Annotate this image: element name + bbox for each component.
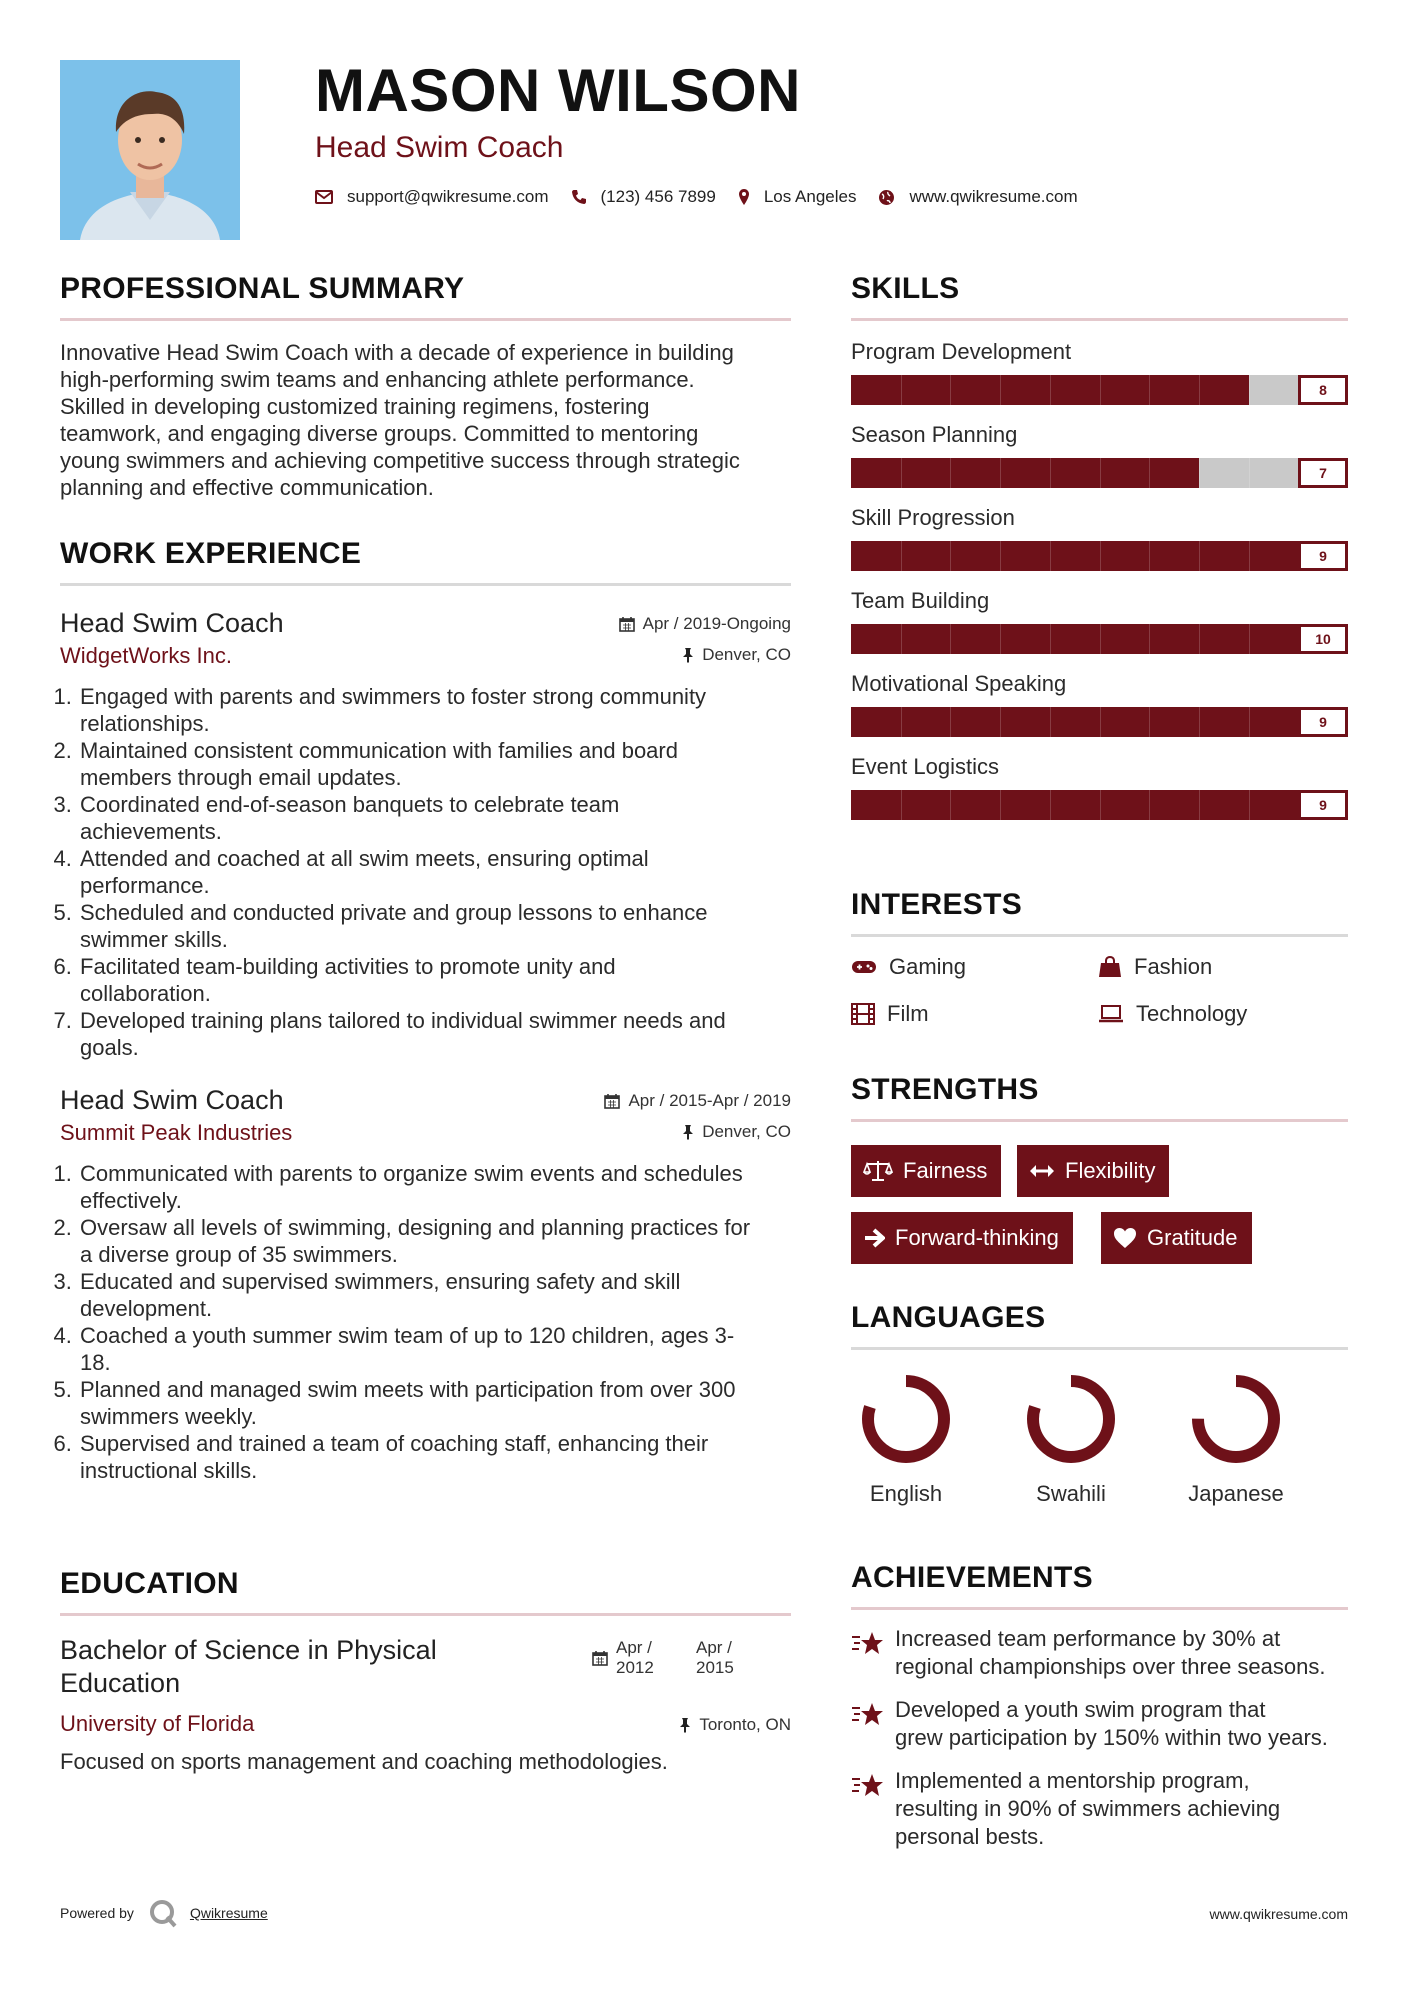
skill-bar-divider — [901, 458, 902, 488]
skill-item — [851, 505, 1348, 571]
achievements-heading: ACHIEVEMENTS — [851, 1561, 1093, 1594]
skill-bar-divider — [950, 624, 951, 654]
candidate-name: MASON WILSON — [315, 57, 801, 124]
skill-score: 7 — [1298, 458, 1348, 488]
achievement-text: Increased team performance by 30% at regional championships over three seasons. — [895, 1626, 1326, 1679]
strength-label: Gratitude — [1147, 1225, 1238, 1250]
language-ring — [1023, 1371, 1119, 1467]
skill-bar-divider — [1000, 375, 1001, 405]
summary-line: planning and effective communication. — [60, 475, 434, 500]
skill-bar-divider — [1100, 790, 1101, 820]
skill-bar-fill — [851, 707, 1298, 737]
strength-tag — [1101, 1212, 1252, 1264]
skill-bar-divider — [1199, 624, 1200, 654]
strength-tag — [851, 1145, 1001, 1197]
education-heading: EDUCATION — [60, 1567, 239, 1600]
skill-bar-divider — [1100, 707, 1101, 737]
summary-section — [60, 272, 791, 501]
degree-line: Bachelor of Science in Physical — [60, 1635, 437, 1665]
summary-line: Skilled in developing customized training regimens, fostering — [60, 394, 650, 419]
languages-heading: LANGUAGES — [851, 1301, 1046, 1334]
skills-list — [851, 339, 1348, 820]
skill-name: Team Building — [851, 588, 990, 613]
skill-bar-divider — [1199, 375, 1200, 405]
shopping-bag-icon — [1098, 956, 1122, 978]
skill-bar — [851, 707, 1348, 737]
job-duties — [60, 1160, 791, 1484]
achievement-text: Implemented a mentorship program, resulting in 90% of swimmers achieving personal bests. — [895, 1768, 1281, 1849]
job-dates — [619, 614, 791, 634]
footer-website[interactable]: www.qwikresume.com — [1209, 1906, 1348, 1922]
brand-link[interactable]: Qwikresume — [189, 1905, 268, 1921]
language-ring — [858, 1371, 954, 1467]
language-item — [1016, 1371, 1126, 1507]
job-location — [682, 645, 791, 665]
skill-bar-fill — [851, 458, 1199, 488]
arrow-right-icon — [863, 1228, 885, 1248]
skill-bar-divider — [1199, 707, 1200, 737]
skill-bar-divider — [1100, 375, 1101, 405]
skill-bar — [851, 375, 1348, 405]
education-location — [679, 1715, 791, 1735]
profile-photo — [60, 60, 240, 240]
language-item — [851, 1371, 961, 1507]
skill-bar — [851, 624, 1348, 654]
skill-score: 9 — [1298, 541, 1348, 571]
skill-bar-divider — [1199, 458, 1200, 488]
skill-bar-divider — [1249, 458, 1250, 488]
laptop-icon — [1098, 1005, 1124, 1023]
contact-email-text: support@qwikresume.com — [347, 187, 549, 206]
interest-fashion — [1098, 954, 1212, 980]
job-title: Head Swim Coach — [60, 1085, 284, 1115]
skill-bar-divider — [1050, 624, 1051, 654]
skill-bar-divider — [1249, 790, 1250, 820]
star-award-icon — [851, 1700, 885, 1728]
list-item: 5. Scheduled and conducted private and group lessons to enhance swimmer skills. — [78, 899, 791, 953]
film-icon — [851, 1003, 875, 1025]
star-award-icon — [851, 1771, 885, 1799]
summary-line: Innovative Head Swim Coach with a decade of experience in building — [60, 340, 734, 365]
contact-website[interactable] — [878, 187, 1077, 207]
language-label: Swahili — [1036, 1481, 1106, 1506]
skill-bar-fill — [851, 790, 1298, 820]
skill-bar-divider — [1050, 375, 1051, 405]
calendar-icon — [592, 1650, 608, 1666]
divider — [851, 1607, 1348, 1610]
skill-bar-divider — [1100, 624, 1101, 654]
skill-name: Skill Progression — [851, 505, 1015, 530]
degree-title — [60, 1634, 437, 1700]
contact-bar — [315, 187, 1100, 207]
language-ring — [1188, 1371, 1284, 1467]
interest-film — [851, 1001, 929, 1027]
skill-bar-divider — [950, 707, 951, 737]
experience-heading: WORK EXPERIENCE — [60, 537, 362, 570]
contact-location — [738, 187, 857, 207]
education-dates — [592, 1638, 734, 1678]
strengths-heading: STRENGTHS — [851, 1073, 1039, 1106]
skill-item — [851, 671, 1348, 737]
arrows-horizontal-icon — [1029, 1164, 1055, 1178]
powered-by-text: Powered by — [60, 1905, 134, 1921]
list-item: 4. Attended and coached at all swim meets, ensuring optimal performance. — [78, 845, 791, 899]
skill-bar-divider — [1249, 375, 1250, 405]
list-item: 1. Engaged with parents and swimmers to foster strong community relationships. — [78, 683, 791, 737]
contact-email[interactable] — [315, 187, 549, 207]
skill-bar-divider — [1050, 707, 1051, 737]
list-item: 3. Coordinated end-of-season banquets to celebrate team achievements. — [78, 791, 791, 845]
list-item: 4. Coached a youth summer swim team of up to 120 children, ages 3- 18. — [78, 1322, 791, 1376]
skill-bar-divider — [1149, 707, 1150, 737]
strength-label: Forward-thinking — [895, 1225, 1059, 1250]
divider — [60, 583, 791, 586]
skill-bar-divider — [1000, 707, 1001, 737]
contact-phone-text: (123) 456 7899 — [600, 187, 716, 206]
qwikresume-logo-icon — [148, 1898, 178, 1928]
experience-section — [60, 537, 791, 1484]
job-entry — [60, 1085, 791, 1484]
heart-icon — [1113, 1227, 1137, 1249]
strength-label: Flexibility — [1065, 1158, 1156, 1183]
list-item: 1. Communicated with parents to organize swim events and schedules effectively. — [78, 1160, 791, 1214]
company-name: WidgetWorks Inc. — [60, 643, 232, 668]
language-label: Japanese — [1188, 1481, 1284, 1506]
skill-bar-divider — [901, 790, 902, 820]
interests-heading: INTERESTS — [851, 888, 1023, 921]
divider — [851, 934, 1348, 937]
summary-line: young swimmers and achieving competitive success through strategic — [60, 448, 740, 473]
interest-label: Fashion — [1134, 954, 1213, 979]
skill-bar-divider — [1149, 375, 1150, 405]
skill-bar-divider — [1249, 707, 1250, 737]
skill-bar-divider — [1100, 458, 1101, 488]
skill-name: Program Development — [851, 339, 1072, 364]
language-level-arc — [1198, 1381, 1274, 1457]
avatar — [60, 60, 240, 240]
interest-label: Technology — [1136, 1001, 1248, 1026]
skill-bar-divider — [950, 541, 951, 571]
job-title: Head Swim Coach — [60, 608, 284, 638]
skill-bar-divider — [1149, 458, 1150, 488]
pin-icon — [682, 647, 694, 663]
education-end: Apr / 2015 — [696, 1638, 734, 1677]
candidate-title: Head Swim Coach — [315, 131, 564, 164]
interest-label: Gaming — [889, 954, 967, 979]
skill-score: 9 — [1298, 707, 1348, 737]
list-item: 7. Developed training plans tailored to individual swimmer needs and goals. — [78, 1007, 791, 1061]
company-name: Summit Peak Industries — [60, 1120, 293, 1145]
balance-scale-icon — [863, 1160, 893, 1182]
calendar-icon — [619, 616, 635, 632]
list-item: 2. Maintained consistent communication with families and board members through email updates. — [78, 737, 791, 791]
contact-location-text: Los Angeles — [763, 187, 857, 206]
skill-bar-divider — [1000, 458, 1001, 488]
skill-bar-divider — [950, 458, 951, 488]
interest-label: Film — [887, 1001, 929, 1026]
pin-icon — [682, 1124, 694, 1140]
school-name: University of Florida — [60, 1711, 255, 1736]
skill-bar-divider — [901, 375, 902, 405]
job-dates-text: Apr / 2015-Apr / 2019 — [628, 1091, 791, 1110]
skill-bar-divider — [1000, 790, 1001, 820]
job-dates-text: Apr / 2019-Ongoing — [642, 614, 791, 633]
skill-bar-divider — [1050, 458, 1051, 488]
achievement-text: Developed a youth swim program that grew participation by 150% within two years. — [895, 1697, 1328, 1750]
skill-bar-divider — [1249, 624, 1250, 654]
education-description: Focused on sports management and coaching methodologies. — [60, 1749, 668, 1774]
skill-bar-divider — [1050, 790, 1051, 820]
contact-phone[interactable] — [571, 187, 716, 207]
skill-bar-divider — [1249, 541, 1250, 571]
achievement-item — [851, 1696, 1348, 1752]
skill-item — [851, 754, 1348, 820]
list-item: 6. Supervised and trained a team of coaching staff, enhancing their instructional skills. — [78, 1430, 791, 1484]
skill-name: Event Logistics — [851, 754, 999, 779]
strengths-section — [851, 1073, 1348, 1273]
list-item: 3. Educated and supervised swimmers, ensuring safety and skill development. — [78, 1268, 791, 1322]
job-location — [682, 1122, 791, 1142]
interest-gaming — [851, 954, 966, 980]
job-entry — [60, 608, 791, 1061]
divider — [60, 318, 791, 321]
skill-bar-divider — [1199, 790, 1200, 820]
skill-score: 9 — [1298, 790, 1348, 820]
skill-bar-divider — [901, 541, 902, 571]
skill-item — [851, 588, 1348, 654]
strength-label: Fairness — [903, 1158, 988, 1183]
skill-bar-divider — [901, 624, 902, 654]
skill-bar-divider — [1199, 541, 1200, 571]
skill-bar-divider — [950, 375, 951, 405]
languages-section — [851, 1301, 1348, 1521]
job-location-text: Denver, CO — [702, 645, 791, 664]
language-label: English — [869, 1481, 943, 1506]
education-start: Apr / 2012 — [616, 1638, 654, 1677]
header — [315, 55, 1100, 207]
globe-icon — [878, 189, 895, 206]
achievement-item — [851, 1767, 1348, 1851]
envelope-icon — [315, 190, 333, 204]
contact-website-text: www.qwikresume.com — [909, 187, 1078, 206]
skill-bar-divider — [1050, 541, 1051, 571]
interest-technology — [1098, 1001, 1247, 1027]
summary-text — [60, 339, 791, 501]
skill-bar-divider — [901, 707, 902, 737]
skill-bar-divider — [1100, 541, 1101, 571]
skill-bar — [851, 790, 1348, 820]
skills-heading: SKILLS — [851, 272, 960, 305]
education-section — [60, 1567, 791, 1784]
language-level-arc — [1033, 1381, 1109, 1457]
skill-score: 8 — [1298, 375, 1348, 405]
skill-score: 10 — [1298, 624, 1348, 654]
list-item: 6. Facilitated team-building activities to promote unity and collaboration. — [78, 953, 791, 1007]
map-marker-icon — [738, 188, 750, 206]
strength-tag — [1017, 1145, 1169, 1197]
phone-icon — [571, 189, 587, 205]
divider — [60, 1613, 791, 1616]
skill-bar-divider — [1149, 541, 1150, 571]
skill-bar-fill — [851, 541, 1298, 571]
skill-bar-divider — [950, 790, 951, 820]
strength-tag — [851, 1212, 1073, 1264]
list-item: 2. Oversaw all levels of swimming, designing and planning practices for a diverse group of 35 swimmers. — [78, 1214, 791, 1268]
skill-bar-divider — [1149, 790, 1150, 820]
divider — [851, 1347, 1348, 1350]
summary-heading: PROFESSIONAL SUMMARY — [60, 272, 465, 305]
divider — [851, 1119, 1348, 1122]
skill-bar-divider — [1149, 624, 1150, 654]
skill-bar — [851, 541, 1348, 571]
footer-powered-by — [60, 1898, 268, 1928]
skill-bar — [851, 458, 1348, 488]
skill-item — [851, 422, 1348, 488]
skill-name: Season Planning — [851, 422, 1018, 447]
gamepad-icon — [851, 959, 877, 975]
achievements-section — [851, 1561, 1348, 1871]
skill-bar-divider — [1000, 541, 1001, 571]
summary-line: high-performing swim teams and enhancing athlete performance. — [60, 367, 695, 392]
education-location-text: Toronto, ON — [699, 1715, 791, 1734]
job-location-text: Denver, CO — [702, 1122, 791, 1141]
achievement-item — [851, 1625, 1348, 1681]
language-item — [1181, 1371, 1291, 1507]
pin-icon — [679, 1717, 691, 1733]
summary-line: teamwork, and engaging diverse groups. Committed to mentoring — [60, 421, 699, 446]
star-award-icon — [851, 1629, 885, 1657]
skill-item — [851, 339, 1348, 405]
skills-section — [851, 272, 1348, 820]
interests-section — [851, 888, 1348, 1038]
degree-line: Education — [60, 1668, 181, 1698]
job-dates — [604, 1091, 791, 1111]
skill-name: Motivational Speaking — [851, 671, 1067, 696]
calendar-icon — [604, 1093, 620, 1109]
job-duties — [60, 683, 791, 1061]
divider — [851, 318, 1348, 321]
language-level-arc — [868, 1381, 944, 1457]
skill-bar-divider — [1000, 624, 1001, 654]
list-item: 5. Planned and managed swim meets with participation from over 300 swimmers weekly. — [78, 1376, 791, 1430]
